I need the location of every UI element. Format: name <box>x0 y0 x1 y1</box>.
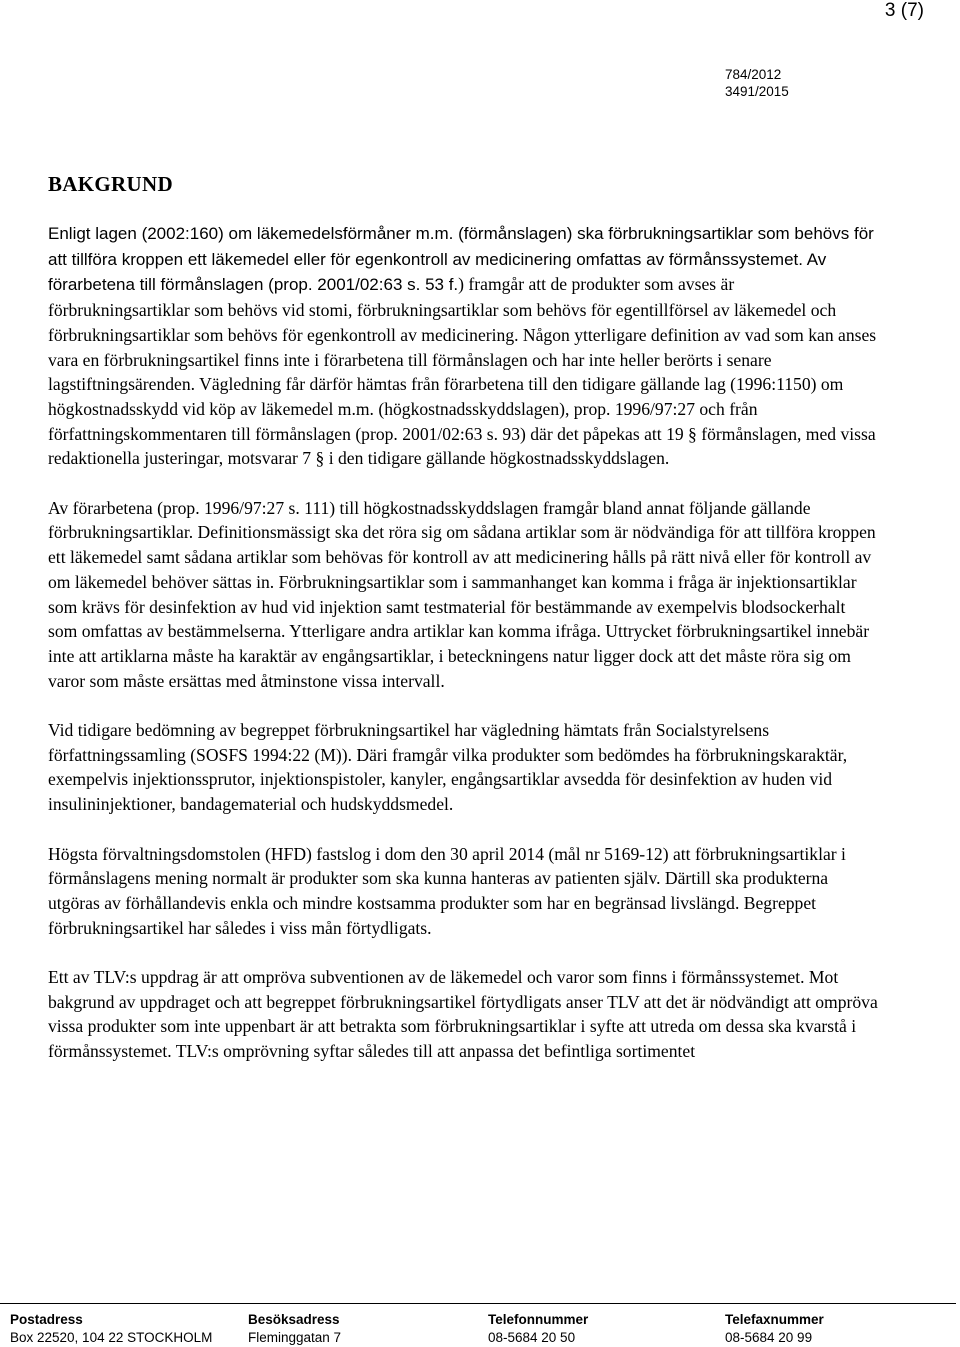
footer-besoksadress <box>248 1311 341 1347</box>
footer-besoksadress-label: Besöksadress <box>248 1312 340 1327</box>
paragraph-1-part-b: ) framgår att de produkter som avses är förbrukningsartiklar som behövs vid stomi, förbrukningsartiklar som behövs för egentillförsel av läkemedel och förbrukningsartiklar som behövs för egenkontroll av medicinering. Någon ytterligare definition av vad som kan anses vara en förbrukningsartikel finns inte i förarbetena till förmånslagen och har inte heller berörts i senare lagstiftningsärenden. Vägledning får därför hämtas från förarbetena till den tidigare gällande lag (1996:1150) om högkostnadsskydd vid köp av läkemedel m.m. (högkostnadsskyddslagen), prop. 1996/97:27 och från författningskommentaren till förmånslagen (prop. 2001/02:63 s. 93) där det påpekas att 19 § förmånslagen, med vissa redaktionella justeringar, motsvarar 7 § i den tidigare gällande högkostnadsskyddslagen. <box>48 274 877 469</box>
footer-postadress-label: Postadress <box>10 1312 83 1327</box>
section-heading: BAKGRUND <box>48 172 173 196</box>
footer-telefax-label: Telefaxnummer <box>725 1312 824 1327</box>
footer-telefon-value: 08-5684 20 50 <box>488 1330 576 1345</box>
paragraph-2: Av förarbetena (prop. 1996/97:27 s. 111) till högkostnadsskyddslagen framgår bland annat följande gällande förbrukningsartiklar. Definitionsmässigt ska det röra sig om sådana artiklar som är nödvändiga för att tillföra kroppen ett läkemedel samt sådana artiklar som behövas för kontroll av att medicinering hålls på rätt nivå eller för kontroll av om läkemedel behöver sättas in. Förbrukningsartiklar som i sammanhanget kan komma i fråga är injektionsartiklar som krävs för desinfektion av hud vid injektion samt testmaterial för bestämmande av exempelvis blodsockerhalt som omfattas av bestämmelserna. Ytterligare andra artiklar kan komma ifråga. Uttrycket förbrukningsartikel innebär inte att artiklarna måste ha karaktär av engångsartiklar, i beteckningens natur ligger dock att det måste röra sig om varor som måste ersättas med åtminstone vissa intervall. <box>48 497 876 691</box>
footer-besoksadress-value: Fleminggatan 7 <box>248 1330 342 1345</box>
footer-telefax <box>725 1311 824 1347</box>
footer-telefon <box>488 1311 588 1347</box>
document-body <box>48 221 878 1089</box>
paragraph-5: Ett av TLV:s uppdrag är att ompröva subventionen av de läkemedel och varor som finns i förmånssystemet. Mot bakgrund av uppdraget och att begreppet förbrukningsartikel förtydligats anser TLV att det är nödvändigt att ompröva vissa produkter som inte uppenbart är att betrakta som förbrukningsartiklar i syfte att utreda om dessa ska kvarstå i förmånssystemet. TLV:s omprövning syftar således till att anpassa det befintliga sortimentet <box>48 967 878 1062</box>
footer-divider <box>0 1303 956 1304</box>
paragraph-4: Högsta förvaltningsdomstolen (HFD) fastslog i dom den 30 april 2014 (mål nr 5169-12) att förbrukningsartiklar i förmånslagens mening normalt är produkter som ska kunna hanteras av patienten själv. Därtill ska produkterna utgöras av förhållandevis enkla och mindre kostsamma produkter som har en begränsad livslängd. Begreppet förbrukningsartikel har således i viss mån förtydligats. <box>48 843 846 938</box>
footer-postadress <box>10 1311 212 1347</box>
case-number-1: 784/2012 <box>725 67 782 82</box>
paragraph-1 <box>48 221 878 471</box>
footer-postadress-value: Box 22520, 104 22 STOCKHOLM <box>10 1330 213 1345</box>
paragraph-1-part-a: Enligt lagen (2002:160) om läkemedelsförmåner m.m. (förmånslagen) ska förbrukningsartiklar som behövs för att tillföra kroppen ett läkemedel eller för egenkontroll av medicinering omfattas av förmånssystemet. Av förarbetena till förmånslagen (prop. 2001/02:63 s. 53 f. <box>48 224 874 295</box>
case-numbers <box>725 66 789 100</box>
footer-telefax-value: 08-5684 20 99 <box>725 1330 813 1345</box>
case-number-2: 3491/2015 <box>725 84 789 99</box>
paragraph-3: Vid tidigare bedömning av begreppet förbrukningsartikel har vägledning hämtats från Socialstyrelsens författningssamling (SOSFS 1994:22 (M)). Däri framgår vilka produkter som bedömdes ha förbrukningskaraktär, exempelvis injektionssprutor, injektionspistoler, kanyler, engångsartiklar avsedda för desinfektion av huden vid insulininjektioner, bandagematerial och hudskyddsmedel. <box>48 720 848 815</box>
page-number: 3 (7) <box>884 0 924 21</box>
footer-telefon-label: Telefonnummer <box>488 1312 589 1327</box>
